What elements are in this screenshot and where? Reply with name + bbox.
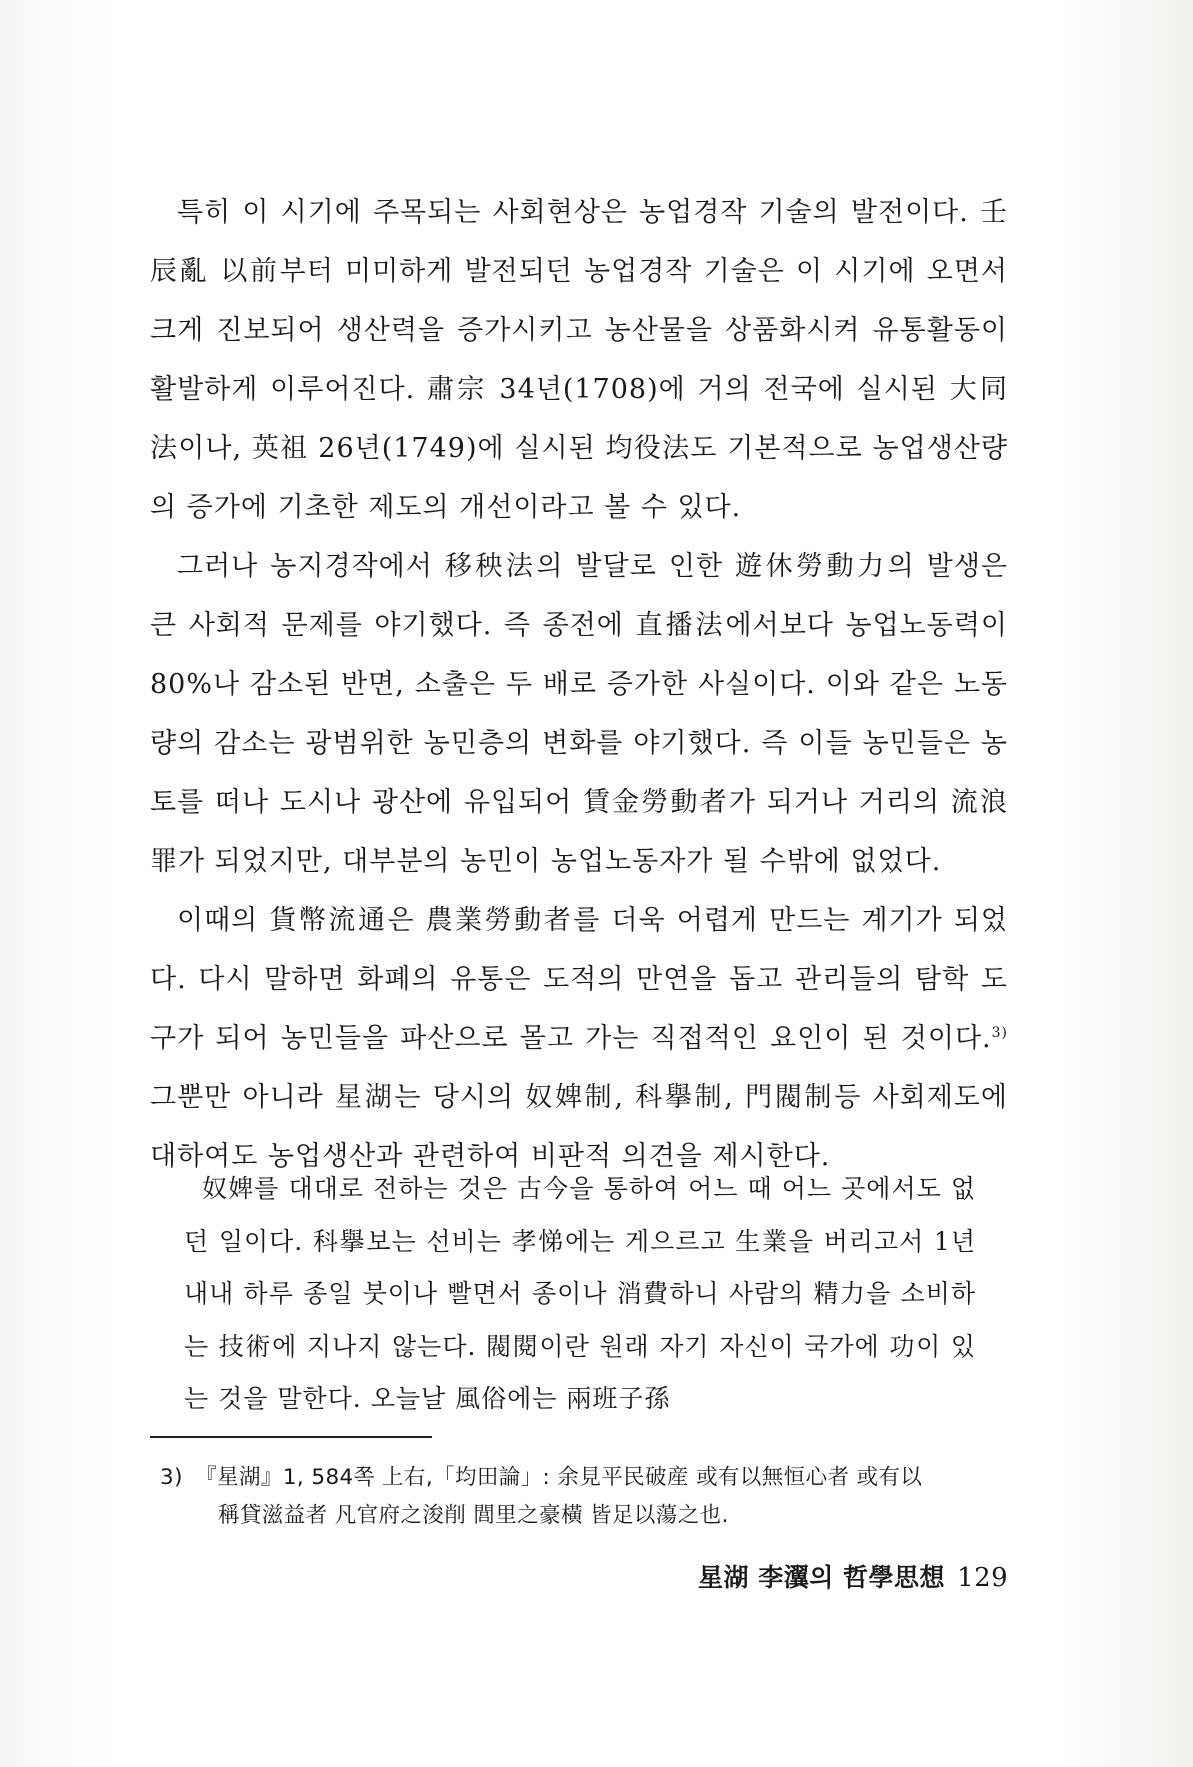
footnote-line-2: 稱貸滋益者 凡官府之浚削 閭里之豪橫 皆足以蕩之也. — [218, 1503, 729, 1528]
main-text — [150, 183, 1008, 1186]
footnote — [160, 1459, 1002, 1535]
paragraph-2: 그러나 농지경작에서 移秧法의 발달로 인한 遊休勞動力의 발생은 큰 사회적 문제를 야기했다. 즉 종전에 直播法에서보다 농업노동력이 80%나 감소된 반면, 소출은 두 배로 증가한 사실이다. 이와 같은 노동량의 감소는 광범위한 농민층의 변화를 야기했다. 즉 이들 농민들은 농토를 떠나 도시나 광산에 유입되어 賃金勞動者가 되거나 거리의 流浪罪가 되었지만, 대부분의 농민이 농업노동자가 될 수밖에 없었다. — [150, 551, 1008, 877]
footnote-reference: 3) — [991, 1025, 1008, 1041]
paragraph-1: 특히 이 시기에 주목되는 사회현상은 농업경작 기술의 발전이다. 壬辰亂 以前부터 미미하게 발전되던 농업경작 기술은 이 시기에 오면서 크게 진보되어 생산력을 증가시키고 농산물을 상품화시켜 유통활동이 활발하게 이루어진다. 肅宗 34년(1708)에 거의 전국에 실시된 大同法이나, 英祖 26년(1749)에 실시된 均役法도 기본적으로 농업생산량의 증가에 기초한 제도의 개선이라고 볼 수 있다. — [150, 197, 1008, 523]
block-quote: 奴婢를 대대로 전하는 것은 古今을 통하여 어느 때 어느 곳에서도 없던 일이다. 科擧보는 선비는 孝悌에는 게으르고 生業을 버리고서 1년 내내 하루 종일 붓이나 빨면서 종이나 消費하니 사람의 精力을 소비하는 技術에 지나지 않는다. 閥閱이란 원래 자기 자신이 국가에 功이 있는 것을 말한다. 오늘날 風俗에는 兩班子孫 — [184, 1174, 976, 1413]
footnote-line-1: 『星湖』1, 584쪽 上右,「均田論」: 余見平民破産 或有以無恒心者 或有以 — [195, 1465, 923, 1490]
footnote-number: 3) — [160, 1465, 183, 1490]
paragraph-3 — [150, 891, 1008, 1186]
footnote-divider — [150, 1436, 432, 1438]
page-footer — [698, 1558, 1008, 1594]
paragraph-3-text-a: 이때의 貨幣流通은 農業勞動者를 더욱 어렵게 만드는 계기가 되었다. 다시 말하면 화폐의 유통은 도적의 만연을 돕고 관리들의 탐학 도구가 되어 농민들을 파산으로 몰고 가는 직접적인 요인이 된 것이다. — [150, 905, 1008, 1054]
page-number: 129 — [957, 1563, 1009, 1593]
paragraph-3-text-b: 그뿐만 아니라 星湖는 당시의 奴婢制, 科擧制, 門閥制등 사회제도에 대하여도 농업생산과 관련하여 비판적 의견을 제시한다. — [150, 1082, 1008, 1172]
running-title: 星湖 李瀷의 哲學思想 — [698, 1563, 946, 1592]
